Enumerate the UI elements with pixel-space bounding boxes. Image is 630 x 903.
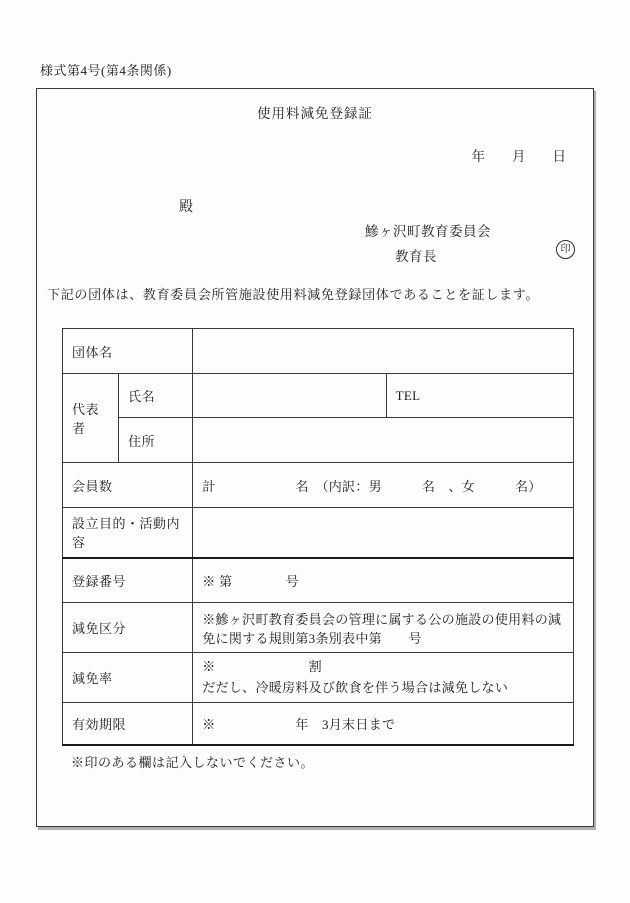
issuer-organization: 鰺ヶ沢町教育委員会 [365,224,491,239]
address-label: 住所 [119,418,193,463]
table-row-validity [63,703,574,745]
footnote: ※印のある欄は記入しないでください。 [71,755,315,770]
exemption-category-value-cell: ※鰺ヶ沢町教育委員会の管理に属する公の施設の使用料の減免に関する規則第3条別表中第 号 [193,603,574,653]
date-line: 年 月 日 [471,149,566,164]
table-row-exemption-category [63,603,574,653]
addressee-honorific: 殿 [179,200,193,215]
seal-character: 印 [560,243,571,255]
group-name-value-cell [193,329,574,374]
issuer-title: 教育長 [395,249,437,264]
document-title: 使用料減免登録証 [257,106,373,121]
table-row-representative-address [63,418,574,463]
table-row-representative-name [63,374,574,418]
representative-label: 代表者 [63,374,119,463]
registration-number-value-cell: ※ 第 号 [193,558,574,603]
purpose-value-cell [193,508,574,558]
table-row-group-name [63,329,574,374]
validity-value-cell: ※ 年 3月末日まで [193,703,574,745]
exemption-rate-label: 減免率 [63,653,193,703]
name-label: 氏名 [119,374,193,418]
exemption-rate-line1: ※ 割 [202,659,322,675]
purpose-label: 設立目的・活動内容 [63,508,193,558]
table-row-members [63,463,574,508]
exemption-rate-value-cell [193,653,574,703]
members-label: 会員数 [63,463,193,508]
form-table-wrapper [62,328,574,746]
members-value-cell: 計 名 （内訳：男 名 、女 名） [193,463,574,508]
certification-statement: 下記の団体は、教育委員会所管施設使用料減免登録団体であることを証します。 [47,287,540,302]
validity-label: 有効期限 [63,703,193,745]
form-number-label: 様式第4号(第4条関係) [40,63,172,78]
table-row-exemption-rate [63,653,574,703]
registration-number-label: 登録番号 [63,558,193,603]
table-row-registration-number [63,558,574,603]
name-value-cell [193,374,386,418]
exemption-category-label: 減免区分 [63,603,193,653]
seal-mark-icon [556,240,575,259]
table-row-purpose [63,508,574,558]
address-value-cell [193,418,574,463]
group-name-label: 団体名 [63,329,193,374]
registration-table [62,328,574,746]
tel-label-cell: TEL [386,374,573,418]
certificate-frame [36,88,594,827]
exemption-rate-line2: だだし、冷暖房料及び飲食を伴う場合は減免しない [202,679,509,695]
